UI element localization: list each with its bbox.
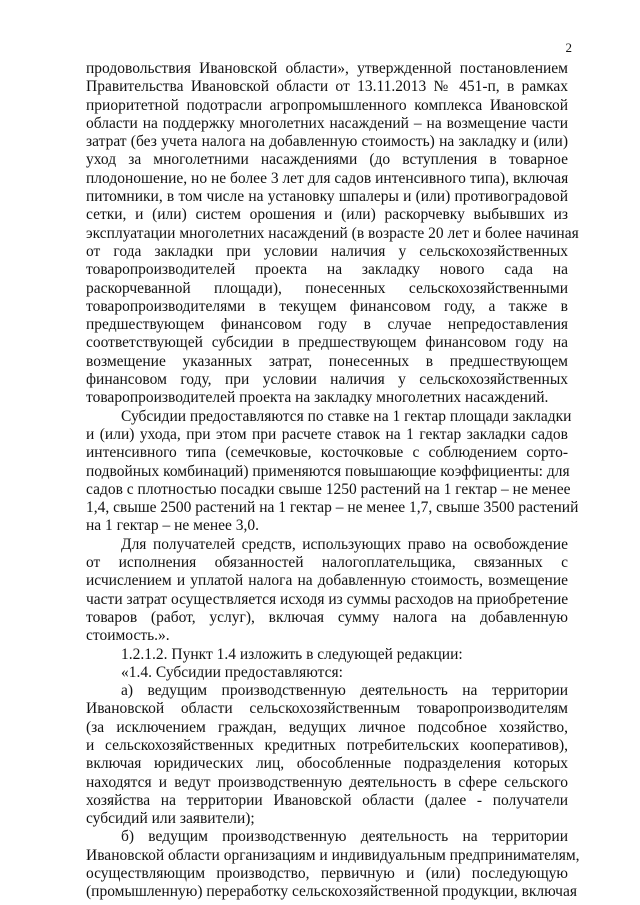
text-line: на 1 гектар – не менее 3,0. (86, 517, 260, 535)
text-line: Ивановской области сельскохозяйственным товаропроизводителям (86, 700, 568, 718)
text-line: осуществляющим производство, первичную и (или) последующую (86, 865, 568, 883)
text-line: б) ведущим производственную деятельность на территории (121, 828, 568, 846)
text-line: затрат (без учета налога на добавленную стоимость) на закладку и (или) (86, 133, 568, 151)
text-line: товаропроизводителей проекта на закладку нового сада на (86, 261, 568, 279)
text-line: сетки, и (или) систем орошения и (или) раскорчевку выбывших из (86, 206, 568, 224)
paragraph (86, 664, 568, 682)
text-line: от исполнения обязанностей налогоплательщика, связанных с (86, 554, 568, 572)
text-line: (промышленную) переработку сельскохозяйственной продукции, включая (86, 883, 577, 901)
text-line: а) ведущим производственную деятельность на территории (121, 682, 568, 700)
text-line: и сельскохозяйственных кредитных потребительских кооперативов), (86, 736, 568, 754)
text-line: Ивановской области организациям и индивидуальным предпринимателям, (86, 846, 580, 864)
document-body (86, 60, 580, 902)
text-line: товаропроизводителями в текущем финансовом году, а также в (86, 297, 568, 315)
text-line: включая юридических лиц, обособленные подразделения которых (86, 755, 568, 773)
text-line: 1.2.1.2. Пункт 1.4 изложить в следующей редакции: (121, 645, 463, 663)
text-line: Правительства Ивановской области от 13.11.2013 № 451-п, в рамках (86, 78, 568, 96)
text-line: финансовом году, при условии наличия у сельскохозяйственных (86, 371, 568, 389)
text-line: от года закладки при условии наличия у сельскохозяйственных (86, 242, 568, 260)
paragraph (86, 60, 579, 408)
text-line: части затрат осуществляется исходя из суммы расходов на приобретение (86, 590, 569, 608)
text-line: находятся и ведут производственную деятельность в сфере сельского (86, 773, 568, 791)
text-line: соответствующей субсидии в предшествующем финансовом году на (86, 334, 568, 352)
text-line: Для получателей средств, использующих право на освобождение (121, 535, 568, 553)
text-line: субсидий или заявители); (86, 810, 255, 828)
paragraph (86, 682, 568, 828)
paragraph (86, 646, 568, 664)
text-line: хозяйства на территории Ивановской области (далее - получатели (86, 791, 568, 809)
text-line: питомники, в том числе на установку шпалеры и (или) противоградовой (86, 188, 568, 206)
text-line: возмещение указанных затрат, понесенных в предшествующем (86, 352, 568, 370)
text-line: 1,4, свыше 2500 растений на 1 гектар – не менее 1,7, свыше 3500 растений (86, 499, 579, 517)
text-line: предшествующем финансовом году в случае непредоставления (86, 316, 568, 334)
text-line: эксплуатации многолетних насаждений (в возрасте 20 лет и более начиная (86, 224, 579, 242)
paragraph (86, 407, 579, 536)
text-line: продовольствия Ивановской области», утвержденной постановлением (86, 60, 568, 77)
text-line: товаропроизводителей проекта на закладку многолетних насаждений. (86, 389, 549, 407)
text-line: уход за многолетними насаждениями (до вступления в товарное (86, 151, 568, 169)
text-line: «1.4. Субсидии предоставляются: (121, 663, 343, 681)
text-line: приоритетной подотрасли агропромышленного комплекса Ивановской (86, 96, 568, 114)
text-line: исчислением и уплатой налога на добавленную стоимость, возмещение (86, 572, 568, 590)
text-line: интенсивного типа (семечковые, косточковые с соблюдением сорто- (86, 444, 568, 462)
text-line: (за исключением граждан, ведущих личное подсобное хозяйство, (86, 718, 568, 736)
text-line: плодоношение, но не более 3 лет для садов интенсивного типа), включая (86, 169, 569, 187)
text-line: и (или) ухода, при этом при расчете ставок на 1 гектар закладки садов (86, 425, 568, 443)
page-number: 2 (565, 40, 572, 55)
text-line: подвойных комбинаций) применяются повышающие коэффициенты: для (86, 462, 570, 480)
text-line: стоимость.». (86, 627, 170, 645)
text-line: Субсидии предоставляются по ставке на 1 гектар площади закладки (121, 407, 572, 425)
paragraph (86, 536, 568, 646)
text-line: садов с плотностью посадки свыше 1250 растений на 1 гектар – не менее (86, 480, 571, 498)
paragraph (86, 828, 580, 901)
text-line: области на поддержку многолетних насаждений – на возмещение части (86, 114, 568, 132)
text-line: раскорчеванной площади), понесенных сельскохозяйственными (86, 279, 568, 297)
text-line: товаров (работ, услуг), включая сумму налога на добавленную (86, 608, 568, 626)
